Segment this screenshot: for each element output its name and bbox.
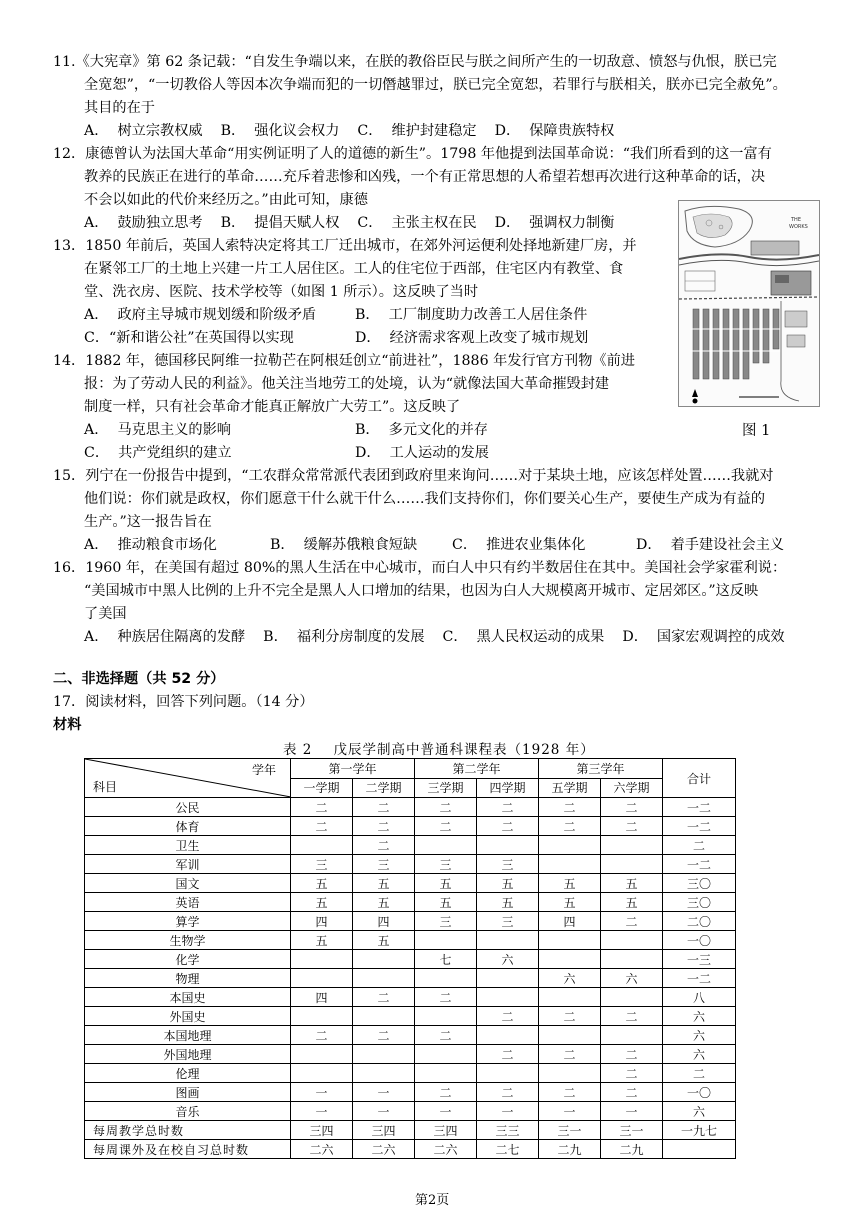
- svg-text:THE: THE: [791, 217, 801, 223]
- header-year-3: 第三学年: [539, 759, 663, 779]
- hours-cell: [539, 1026, 601, 1045]
- hours-cell: 二: [477, 1007, 539, 1026]
- total-cell: 一二: [663, 855, 736, 874]
- hours-cell: 二: [477, 1083, 539, 1102]
- q15-line2: 他们说：你们就是政权，你们愿意干什么就干什么……我们支持你们，你们要关心生产，要使生产成为有益的: [84, 491, 766, 507]
- q15-line1: 15．列宁在一份报告中提到，“工农群众常常派代表团到政府里来询问……对于某块土地，应该怎样处置……我就对: [53, 468, 774, 484]
- q14-line1: 14．1882 年，德国移民阿维一拉勒芒在阿根廷创立“前进社”，1886 年发行官方刊物《前进: [53, 353, 635, 369]
- hours-cell: [353, 1064, 415, 1083]
- hours-cell: [291, 1045, 353, 1064]
- hours-cell: 二九: [539, 1140, 601, 1159]
- page-number: 第2页: [415, 1193, 450, 1208]
- subject-name: 每周教学总时数: [85, 1121, 291, 1140]
- hours-cell: [415, 836, 477, 855]
- total-cell: 一二: [663, 817, 736, 836]
- table-row: [85, 950, 736, 969]
- subject-name: 生物学: [85, 931, 291, 950]
- total-cell: 一〇: [663, 1083, 736, 1102]
- hours-cell: 四: [291, 912, 353, 931]
- table-row: [85, 1140, 736, 1159]
- hours-cell: 二: [353, 798, 415, 817]
- q16-line3: 了美国: [84, 606, 127, 622]
- total-cell: 一九七: [663, 1121, 736, 1140]
- hours-cell: [415, 1064, 477, 1083]
- header-year-label: 学年: [251, 763, 276, 777]
- hours-cell: 二: [539, 798, 601, 817]
- table-row: [85, 798, 736, 817]
- hours-cell: 二: [477, 817, 539, 836]
- header-term-4: 四学期: [477, 778, 539, 798]
- q13-line2: 在紧邻工厂的土地上兴建一片工人居住区。工人的住宅位于西部，住宅区内有教堂、食: [84, 261, 624, 277]
- hours-cell: [477, 988, 539, 1007]
- hours-cell: 二: [353, 1026, 415, 1045]
- q17-prompt: 17．阅读材料，回答下列问题。（14 分）: [53, 694, 314, 710]
- hours-cell: 二: [291, 1026, 353, 1045]
- hours-cell: 二: [477, 1045, 539, 1064]
- q15-option-d: D． 着手建设社会主义: [636, 537, 785, 553]
- total-cell: 一三: [663, 950, 736, 969]
- subject-name: 本国史: [85, 988, 291, 1007]
- hours-cell: 三: [353, 855, 415, 874]
- hours-cell: 六: [477, 950, 539, 969]
- hours-cell: [415, 1045, 477, 1064]
- q15-option-a: A． 推动粮食市场化: [84, 537, 217, 553]
- hours-cell: 二: [601, 912, 663, 931]
- hours-cell: 六: [601, 969, 663, 988]
- hours-cell: 二: [539, 817, 601, 836]
- subject-name: 英语: [85, 893, 291, 912]
- hours-cell: 五: [353, 874, 415, 893]
- hours-cell: 三四: [353, 1121, 415, 1140]
- hours-cell: 五: [539, 893, 601, 912]
- hours-cell: 二: [415, 1026, 477, 1045]
- table-row: [85, 874, 736, 893]
- hours-cell: [539, 855, 601, 874]
- hours-cell: [601, 1026, 663, 1045]
- hours-cell: [291, 950, 353, 969]
- q14-line2: 报：为了劳动人民的利益》。他关注当地劳工的处境，认为“就像法国大革命摧毁封建: [84, 376, 610, 392]
- q12-options: A． 鼓励独立思考 B． 提倡天赋人权 C． 主张主权在民 D． 强调权力制衡: [84, 215, 615, 231]
- hours-cell: [415, 931, 477, 950]
- header-total: 合计: [663, 759, 736, 798]
- hours-cell: [601, 836, 663, 855]
- hours-cell: 二: [415, 817, 477, 836]
- hours-cell: 二六: [415, 1140, 477, 1159]
- hours-cell: [353, 1007, 415, 1026]
- q15-option-b: B． 缓解苏俄粮食短缺: [270, 537, 418, 553]
- subject-name: 每周课外及在校自习总时数: [85, 1140, 291, 1159]
- header-term-3: 三学期: [415, 778, 477, 798]
- subject-name: 化学: [85, 950, 291, 969]
- svg-text:WORKS: WORKS: [789, 224, 808, 230]
- subject-name: 音乐: [85, 1102, 291, 1121]
- total-cell: 二〇: [663, 912, 736, 931]
- hours-cell: 二六: [291, 1140, 353, 1159]
- hours-cell: 二: [291, 817, 353, 836]
- hours-cell: 五: [353, 931, 415, 950]
- hours-cell: 二六: [353, 1140, 415, 1159]
- hours-cell: [601, 950, 663, 969]
- hours-cell: [539, 988, 601, 1007]
- subject-name: 国文: [85, 874, 291, 893]
- hours-cell: 一: [353, 1102, 415, 1121]
- hours-cell: 五: [415, 893, 477, 912]
- q14-option-b: B． 多元文化的并存: [355, 422, 488, 438]
- hours-cell: 一: [291, 1102, 353, 1121]
- total-cell: 三〇: [663, 874, 736, 893]
- total-cell: 二: [663, 1064, 736, 1083]
- table-title: 表 2 戊辰学制高中普通科课程表（1928 年）: [283, 742, 595, 758]
- hours-cell: [291, 969, 353, 988]
- table-row: [85, 1026, 736, 1045]
- hours-cell: 二: [539, 1007, 601, 1026]
- total-cell: 一二: [663, 798, 736, 817]
- hours-cell: [477, 931, 539, 950]
- hours-cell: [539, 836, 601, 855]
- hours-cell: [601, 931, 663, 950]
- subject-name: 体育: [85, 817, 291, 836]
- table-row: [85, 1102, 736, 1121]
- q11-line2: 全宽恕”，“一切教俗人等因本次争端而犯的一切僭越罪过，朕已完全宽恕，若罪行与朕相关，朕亦已完全赦免”。: [84, 77, 787, 93]
- total-cell: 一二: [663, 969, 736, 988]
- hours-cell: 二: [601, 817, 663, 836]
- course-table: [84, 758, 736, 1159]
- table-row: [85, 836, 736, 855]
- q13-option-c: C．“新和谐公社”在英国得以实现: [84, 330, 294, 346]
- hours-cell: [291, 1064, 353, 1083]
- hours-cell: 三: [477, 855, 539, 874]
- q11-line3: 其目的在于: [84, 100, 155, 116]
- hours-cell: 三三: [477, 1121, 539, 1140]
- hours-cell: 二: [415, 798, 477, 817]
- total-cell: 八: [663, 988, 736, 1007]
- q11-line1: 11.《大宪章》第 62 条记载：“自发生争端以来，在朕的教俗臣民与朕之间所产生的一切敌意、愤怒与仇恨，朕已完: [53, 54, 777, 70]
- table-row: [85, 931, 736, 950]
- q12-line3: 不会以如此的代价来经历之。”由此可知，康德: [84, 192, 368, 208]
- hours-cell: 五: [291, 874, 353, 893]
- table-row: [85, 1121, 736, 1140]
- hours-cell: [601, 855, 663, 874]
- total-cell: 三〇: [663, 893, 736, 912]
- table-row: [85, 817, 736, 836]
- subject-name: 卫生: [85, 836, 291, 855]
- table-row: [85, 1064, 736, 1083]
- hours-cell: 二: [539, 1045, 601, 1064]
- hours-cell: 三四: [415, 1121, 477, 1140]
- total-cell: 六: [663, 1026, 736, 1045]
- hours-cell: 二: [601, 798, 663, 817]
- header-term-1: 一学期: [291, 778, 353, 798]
- total-cell: 六: [663, 1102, 736, 1121]
- q12-line1: 12．康德曾认为法国大革命“用实例证明了人的道德的新生”。1798 年他提到法国革命说：“我们所看到的这一富有: [53, 146, 772, 162]
- hours-cell: 三: [415, 912, 477, 931]
- total-cell: 一〇: [663, 931, 736, 950]
- hours-cell: 二: [415, 1083, 477, 1102]
- hours-cell: [353, 969, 415, 988]
- hours-cell: 五: [353, 893, 415, 912]
- q15-option-c: C． 推进农业集体化: [452, 537, 586, 553]
- hours-cell: [539, 950, 601, 969]
- hours-cell: 四: [539, 912, 601, 931]
- subject-name: 图画: [85, 1083, 291, 1102]
- figure-1-map: [678, 200, 820, 407]
- q14-option-a: A． 马克思主义的影响: [84, 422, 231, 438]
- hours-cell: 三四: [291, 1121, 353, 1140]
- hours-cell: [415, 969, 477, 988]
- hours-cell: 二: [539, 1083, 601, 1102]
- hours-cell: 三: [291, 855, 353, 874]
- hours-cell: 五: [539, 874, 601, 893]
- hours-cell: 三: [477, 912, 539, 931]
- table-header-row-1: [85, 759, 736, 779]
- hours-cell: 一: [415, 1102, 477, 1121]
- section-2-heading: 二、非选择题（共 52 分）: [53, 671, 225, 687]
- hours-cell: 二: [291, 798, 353, 817]
- header-diagonal-cell: [85, 759, 291, 798]
- map-illustration: [679, 201, 819, 406]
- hours-cell: 四: [353, 912, 415, 931]
- figure-1-caption: 图 1: [742, 423, 771, 439]
- header-term-6: 六学期: [601, 778, 663, 798]
- hours-cell: 二: [415, 988, 477, 1007]
- total-cell: 二: [663, 836, 736, 855]
- q13-line1: 13．1850 年前后，英国人索特决定将其工厂迁出城市，在郊外河运便利处择地新建厂房，并: [53, 238, 637, 254]
- hours-cell: 二: [477, 798, 539, 817]
- hours-cell: 三一: [539, 1121, 601, 1140]
- hours-cell: 二: [601, 1064, 663, 1083]
- table-row: [85, 1083, 736, 1102]
- subject-name: 本国地理: [85, 1026, 291, 1045]
- hours-cell: [477, 1026, 539, 1045]
- hours-cell: [291, 1007, 353, 1026]
- q13-option-d: D． 经济需求客观上改变了城市规划: [355, 330, 589, 346]
- subject-name: 公民: [85, 798, 291, 817]
- hours-cell: [601, 988, 663, 1007]
- hours-cell: [477, 836, 539, 855]
- hours-cell: 三一: [601, 1121, 663, 1140]
- hours-cell: 五: [291, 931, 353, 950]
- q13-line3: 堂、洗衣房、医院、技术学校等（如图 1 所示）。这反映了当时: [84, 284, 479, 300]
- hours-cell: [539, 1064, 601, 1083]
- hours-cell: 三: [415, 855, 477, 874]
- header-year-2: 第二学年: [415, 759, 539, 779]
- q16-line2: “美国城市中黑人比例的上升不完全是黑人人口增加的结果，也因为白人大规模离开城市、定居郊区。”这反映: [84, 583, 759, 599]
- subject-name: 伦理: [85, 1064, 291, 1083]
- header-term-2: 二学期: [353, 778, 415, 798]
- hours-cell: 二: [601, 1045, 663, 1064]
- hours-cell: 五: [291, 893, 353, 912]
- hours-cell: 五: [477, 874, 539, 893]
- q16-options: A． 种族居住隔离的发酵 B． 福利分房制度的发展 C． 黑人民权运动的成果 D． 国家宏观调控的成效: [84, 629, 785, 645]
- hours-cell: [539, 931, 601, 950]
- hours-cell: 一: [601, 1102, 663, 1121]
- hours-cell: 一: [291, 1083, 353, 1102]
- hours-cell: [415, 1007, 477, 1026]
- subject-name: 军训: [85, 855, 291, 874]
- q11-options: A． 树立宗教权威 B． 强化议会权力 C． 维护封建稳定 D． 保障贵族特权: [84, 123, 615, 139]
- subject-name: 算学: [85, 912, 291, 931]
- hours-cell: 二: [353, 988, 415, 1007]
- hours-cell: 二七: [477, 1140, 539, 1159]
- table-row: [85, 988, 736, 1007]
- hours-cell: 一: [353, 1083, 415, 1102]
- hours-cell: [353, 1045, 415, 1064]
- hours-cell: 二九: [601, 1140, 663, 1159]
- hours-cell: 二: [353, 817, 415, 836]
- hours-cell: [477, 1064, 539, 1083]
- hours-cell: 六: [539, 969, 601, 988]
- material-label: 材料: [53, 717, 82, 733]
- q14-line3: 制度一样，只有社会革命才能真正解放广大劳工”。这反映了: [84, 399, 461, 415]
- q13-option-b: B． 工厂制度助力改善工人居住条件: [355, 307, 588, 323]
- hours-cell: 五: [415, 874, 477, 893]
- hours-cell: 一: [539, 1102, 601, 1121]
- hours-cell: 二: [601, 1007, 663, 1026]
- hours-cell: 二: [601, 1083, 663, 1102]
- subject-name: 外国史: [85, 1007, 291, 1026]
- table-row: [85, 855, 736, 874]
- q12-line2: 教养的民族正在进行的革命……充斥着悲惨和凶残，一个有正常思想的人希望若想再次进行这种革命的话，决: [84, 169, 766, 185]
- table-row: [85, 969, 736, 988]
- header-subject-label: 科目: [93, 780, 118, 794]
- table-row: [85, 1007, 736, 1026]
- table-row: [85, 893, 736, 912]
- q15-line3: 生产。”这一报告旨在: [84, 514, 212, 530]
- hours-cell: [477, 969, 539, 988]
- hours-cell: 五: [601, 874, 663, 893]
- total-cell: [663, 1140, 736, 1159]
- q16-line1: 16．1960 年，在美国有超过 80%的黑人生活在中心城市，而白人中只有约半数居住在其中。美国社会学家霍利说：: [53, 560, 787, 576]
- header-term-5: 五学期: [539, 778, 601, 798]
- table-row: [85, 912, 736, 931]
- total-cell: 六: [663, 1045, 736, 1064]
- hours-cell: [353, 950, 415, 969]
- hours-cell: 二: [353, 836, 415, 855]
- hours-cell: 五: [601, 893, 663, 912]
- table-row: [85, 1045, 736, 1064]
- q14-option-c: C． 共产党组织的建立: [84, 445, 232, 461]
- hours-cell: 五: [477, 893, 539, 912]
- total-cell: 六: [663, 1007, 736, 1026]
- subject-name: 物理: [85, 969, 291, 988]
- subject-name: 外国地理: [85, 1045, 291, 1064]
- hours-cell: 四: [291, 988, 353, 1007]
- hours-cell: 七: [415, 950, 477, 969]
- q13-option-a: A． 政府主导城市规划缓和阶级矛盾: [84, 307, 317, 323]
- hours-cell: [291, 836, 353, 855]
- hours-cell: 一: [477, 1102, 539, 1121]
- header-year-1: 第一学年: [291, 759, 415, 779]
- q14-option-d: D． 工人运动的发展: [355, 445, 489, 461]
